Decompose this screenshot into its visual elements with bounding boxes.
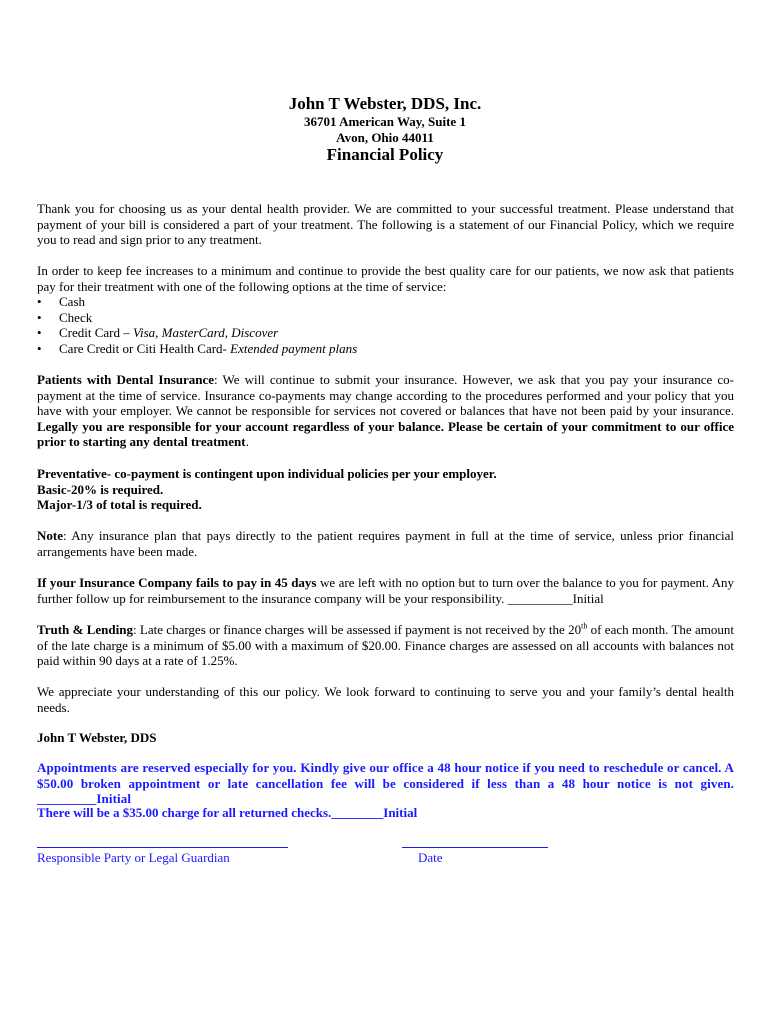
insurance-fail-text: we are left with no option but to turn over the balance to you for payment. Any further follow up for reimbursement to the insurance company will be your responsibility. __________Initial — [37, 575, 734, 606]
fees-paragraph: In order to keep fee increases to a minimum and continue to provide the best quality care for our patients, we now ask that patients pay for their treatment with one of the following options at the time of service: — [37, 263, 734, 294]
insurance-fail-heading: If your Insurance Company fails to pay in 45 days — [37, 575, 317, 590]
bullet-icon: • — [37, 325, 42, 340]
closing-paragraph: We appreciate your understanding of this our policy. We look forward to continuing to serve you and your family’s dental health needs. — [37, 684, 734, 715]
copay-basic: Basic-20% is required. — [37, 481, 164, 497]
copay-block — [37, 466, 734, 513]
document-title: Financial Policy — [326, 145, 444, 164]
option-label: Care Credit or Citi Health Card- — [59, 340, 231, 356]
responsible-party-label: Responsible Party or Legal Guardian — [37, 850, 230, 865]
note-paragraph — [37, 528, 734, 559]
practice-name: John T Webster, DDS, Inc. — [288, 94, 482, 113]
list-item — [37, 341, 357, 357]
truth-lending-text-b: of each month. The amount of the late charge is a minimum of $5.00 with a maximum of $20.00. Finance charges are assessed on all accounts with balances not paid within 90 days at a rate of 1.25%. — [37, 622, 734, 668]
list-item — [37, 310, 357, 326]
bullet-icon: • — [37, 309, 42, 325]
insurance-bold-text: Legally you are responsible for your account regardless of your balance. Please be certain of your commitment to our office prior to starting any dental treatment — [37, 418, 734, 449]
address-line-2: Avon, Ohio 44011 — [336, 130, 434, 145]
insurance-paragraph — [37, 372, 734, 450]
option-detail: Visa, MasterCard, Discover — [133, 325, 279, 340]
payment-options-list — [37, 294, 357, 356]
note-heading: Note — [37, 528, 63, 543]
insurance-end: . — [245, 434, 249, 449]
date-signature-line[interactable] — [402, 847, 548, 848]
signature-name: John T Webster, DDS — [37, 730, 157, 745]
list-item — [37, 325, 357, 341]
date-label: Date — [418, 850, 443, 865]
insurance-text: : We will continue to submit your insurance. However, we ask that you pay your insurance co-payment at the time of service. Insurance co-payments may change according to the procedures performed and your policy that you have with your employer. We cannot be responsible for services not covered or balances that have not been paid by your insurance. — [37, 372, 734, 418]
truth-lending-heading: Truth & Lending — [37, 622, 133, 637]
appointments-paragraph: Appointments are reserved especially for you. Kindly give our office a 48 hour notice if you need to reschedule or cancel. A $50.00 broken appointment or late cancellation fee will be considered if less than a 48 hour notice is not given. _________Initial — [37, 760, 734, 806]
insurance-heading: Patients with Dental Insurance — [37, 372, 215, 387]
returned-checks-line: There will be a $35.00 charge for all returned checks.________Initial — [37, 805, 418, 820]
bullet-icon: • — [37, 340, 42, 356]
truth-lending-sup: th — [581, 621, 588, 631]
address-line-1: 36701 American Way, Suite 1 — [304, 114, 466, 129]
truth-lending-text-a: : Late charges or finance charges will be assessed if payment is not received by the 20 — [132, 622, 582, 637]
responsible-party-signature-line[interactable] — [37, 847, 288, 848]
option-label: Cash — [59, 294, 85, 309]
intro-paragraph: Thank you for choosing us as your dental health provider. We are committed to your successful treatment. Please understand that payment of your bill is considered a part of your treatment. The following is a statement of our Financial Policy, which we require you to read and sign prior to any treatment. — [37, 201, 734, 247]
truth-lending-paragraph — [37, 622, 734, 669]
copay-preventative: Preventative- co-payment is contingent upon individual policies per your employer. — [37, 466, 497, 481]
bullet-icon: • — [37, 294, 42, 309]
insurance-fail-paragraph — [37, 575, 734, 606]
option-label: Check — [59, 309, 93, 325]
copay-major: Major-1/3 of total is required. — [37, 497, 202, 512]
list-item — [37, 294, 357, 310]
option-label: Credit Card – — [59, 325, 134, 340]
note-text: : Any insurance plan that pays directly to the patient requires payment in full at the time of service, unless prior financial arrangements have been made. — [37, 528, 734, 559]
option-detail: Extended payment plans — [230, 340, 358, 356]
